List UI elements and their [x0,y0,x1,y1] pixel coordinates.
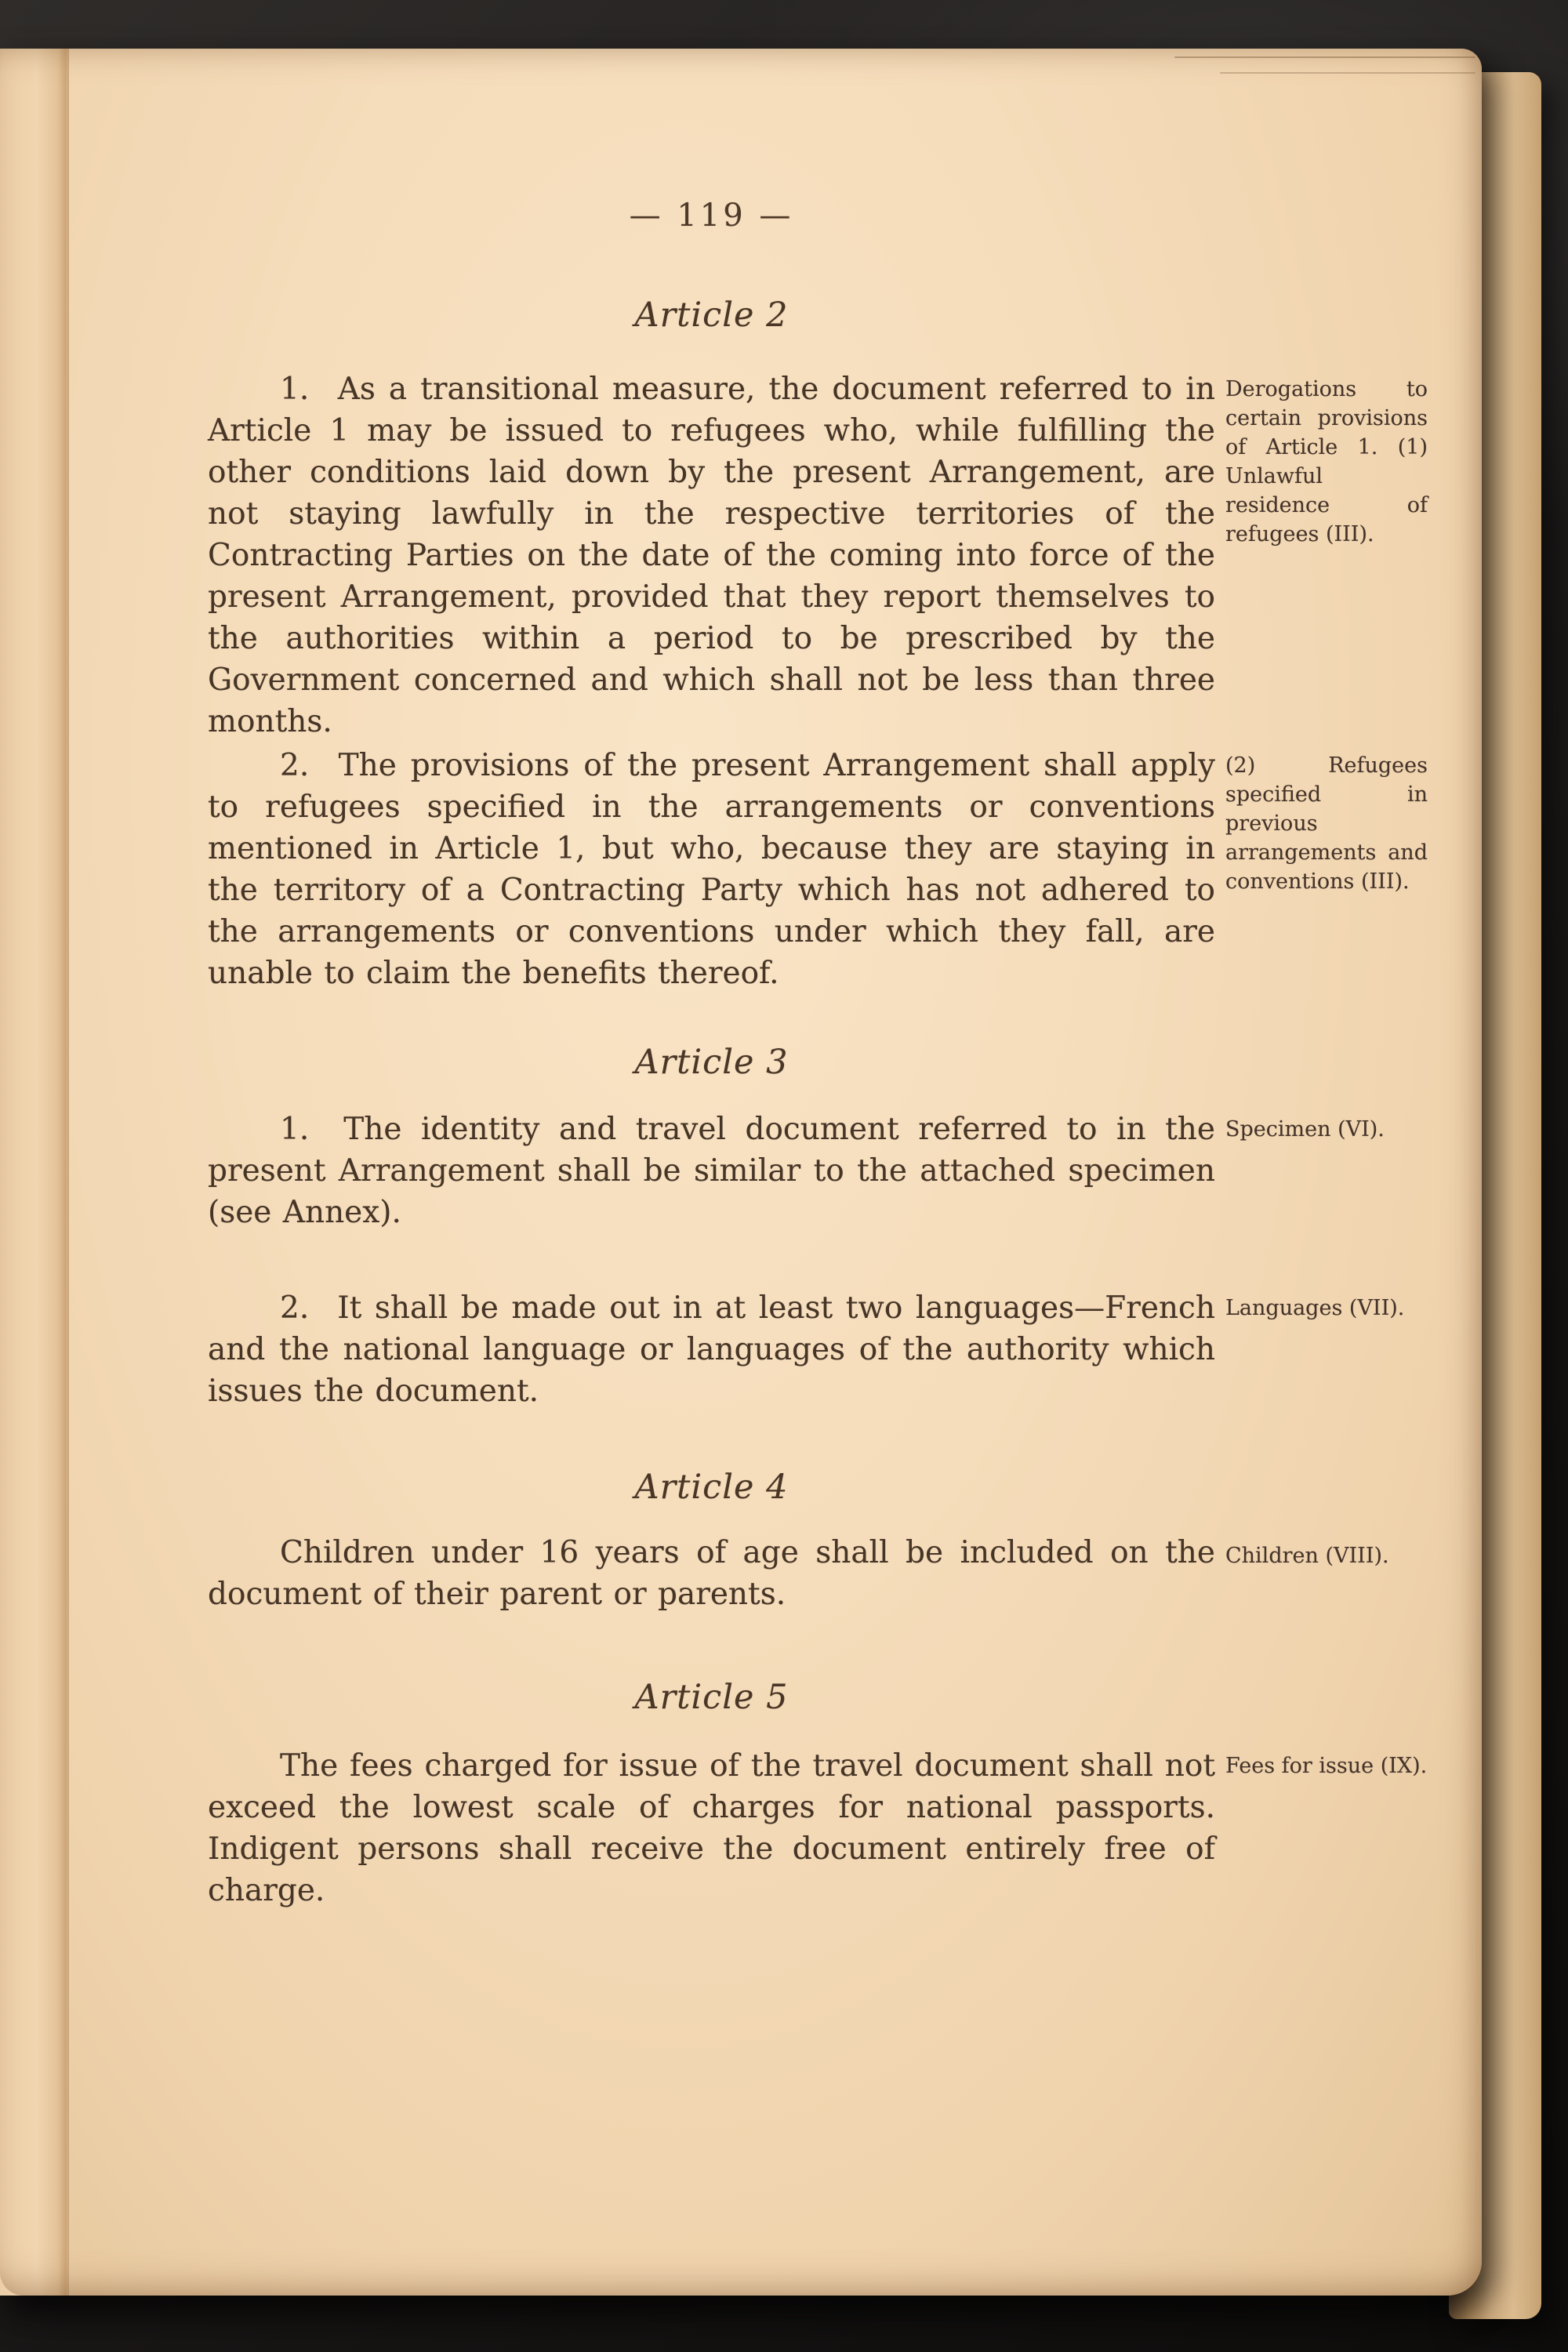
page-number: — 119 — [629,198,794,234]
article-4-heading: Article 4 [634,1468,789,1507]
margin-note-languages: Languages (VII). [1225,1296,1405,1320]
margin-note-derogations: Derogations to certain provisions of Article 1. (1) Unlawful residence of refugees (III). [1225,377,1428,546]
article-5-heading: Article 5 [634,1678,789,1717]
article-3-paragraph-2: 2. It shall be made out in at least two languages—French and the national language or languages of the authority which issues the document. [208,1290,1215,1409]
page-gutter-shadow [0,49,69,2296]
margin-note-fees: Fees for issue (IX). [1225,1754,1428,1778]
article-3-paragraph-1: 1. The identity and travel document referred to in the present Arrangement shall be similar to the attached specimen (see Annex). [208,1112,1215,1230]
margin-note-refugees-specified: (2) Refugees specified in previous arrangements and conventions (III). [1225,753,1428,894]
article-4-paragraph-1: Children under 16 years of age shall be included on the document of their parent or parents. [208,1535,1215,1612]
margin-note-children: Children (VIII). [1225,1544,1389,1568]
article-2-paragraph-2: 2. The provisions of the present Arrangement shall apply to refugees specified in the arrangements or conventions mentioned in Article 1, but who, because they are staying in the territory of a Contracting Party which has not adhered to the arrangements or conventions under which they fall, are unable to claim the benefits thereof. [208,748,1215,991]
article-2-paragraph-1: 1. As a transitional measure, the document referred to in Article 1 may be issued to refugees who, while fulfilling the other conditions laid down by the present Arrangement, are not staying lawfully in the respective territories of the Contracting Parties on the date of the coming into force of the present Arrangement, provided that they report themselves to the authorities within a period to be prescribed by the Government concerned and which shall not be less than three months. [208,372,1215,739]
page-edge-line [1220,72,1475,74]
page-edge-line [1174,56,1475,58]
margin-note-specimen: Specimen (VI). [1225,1117,1385,1142]
article-5-paragraph-1: The fees charged for issue of the travel document shall not exceed the lowest scale of charges for national passports. Indigent persons shall receive the document entirely free of charge. [208,1748,1215,1908]
article-3-heading: Article 3 [634,1043,789,1082]
article-2-heading: Article 2 [634,296,789,335]
book-page [0,49,1482,2296]
